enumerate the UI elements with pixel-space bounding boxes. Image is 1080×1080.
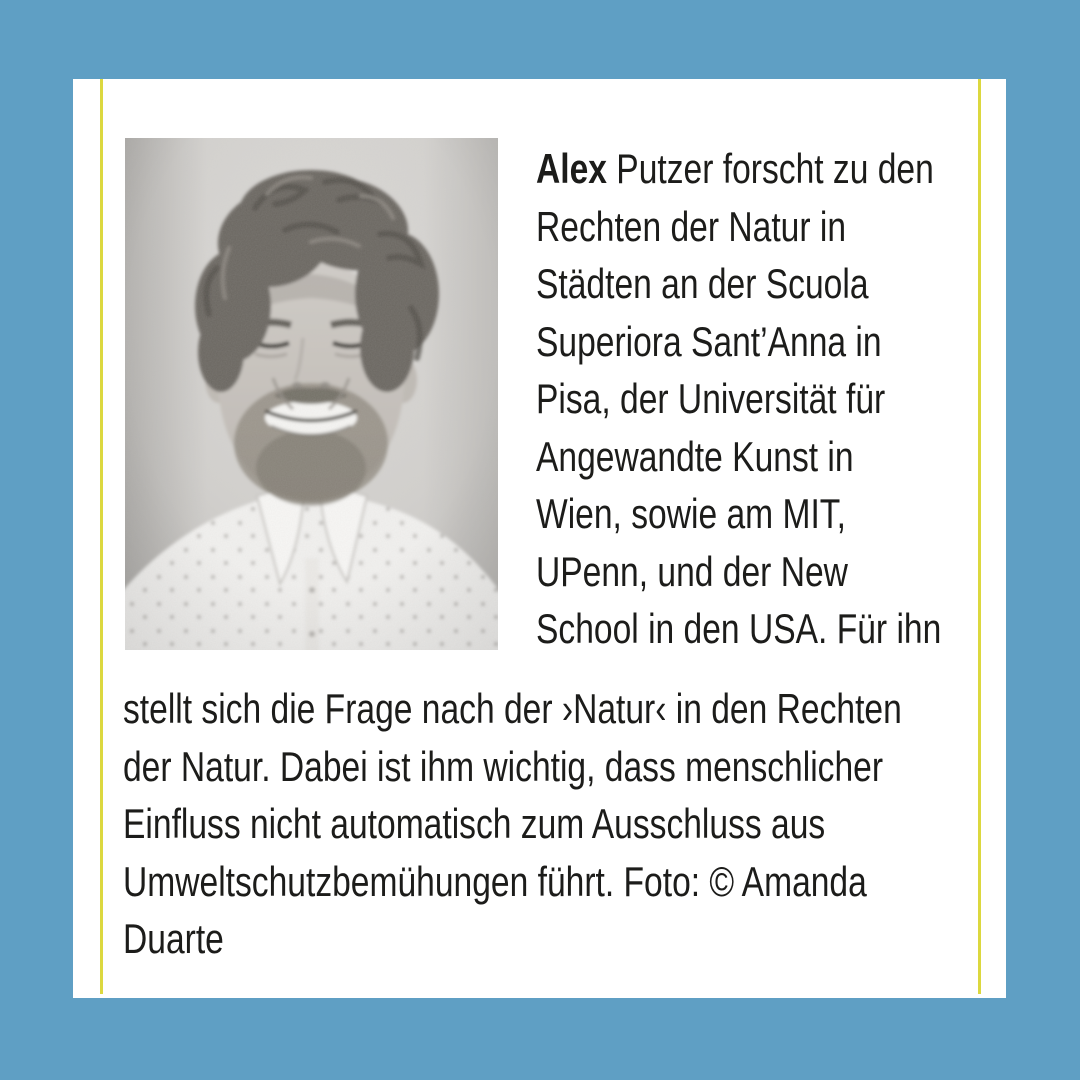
bio-line-10: stellt sich die Frage nach der ›Natur‹ in den Rechten <box>123 685 902 732</box>
bio-name-bold: Alex <box>536 145 607 192</box>
portrait-photo <box>125 138 498 650</box>
portrait-photo-graphic <box>125 138 498 650</box>
bio-line-14: Duarte <box>123 915 224 962</box>
bio-line-1 <box>536 140 934 198</box>
bio-card <box>73 79 1006 998</box>
bio-line-1-rest: Putzer forscht zu den <box>606 145 934 192</box>
bio-line-2: Rechten der Natur in <box>536 202 847 250</box>
bio-text-full-width <box>123 680 1003 968</box>
bio-line-12: Einfluss nicht automatisch zum Ausschluss aus <box>123 800 826 847</box>
bio-text-column <box>536 140 1006 658</box>
bio-line-9: School in den USA. Für ihn <box>536 605 942 652</box>
bio-line-4: Superiora Sant’Anna in <box>536 317 882 365</box>
bio-line-8: UPenn, und der New <box>536 547 848 595</box>
bio-line-11: der Natur. Dabei ist ihm wichtig, dass menschlicher <box>123 742 884 790</box>
bio-line-3: Städten an der Scuola <box>536 260 869 307</box>
bio-line-5: Pisa, der Universität für <box>536 375 886 422</box>
bio-line-13: Umweltschutzbemühungen führt. Foto: © Amanda <box>123 857 867 905</box>
bio-line-6: Angewandte Kunst in <box>536 432 854 480</box>
bio-line-7: Wien, sowie am MIT, <box>536 490 846 537</box>
accent-line-left <box>100 79 103 994</box>
